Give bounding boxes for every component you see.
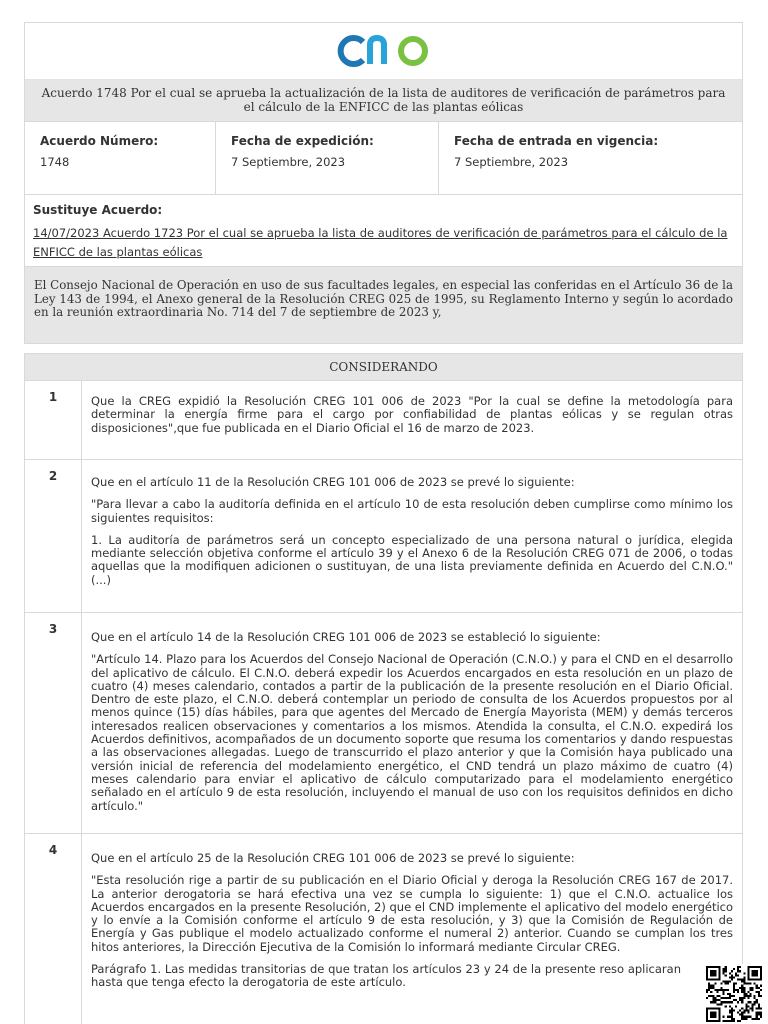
considerando-item-1 — [24, 381, 743, 460]
agreement-title: Acuerdo 1748 Por el cual se aprueba la actualización de la lista de auditores de verificación de parámetros para el cálculo de la ENFICC de las plantas eólicas — [25, 80, 742, 122]
item-paragraph: "Para llevar a cabo la auditoría definida en el artículo 10 de esta resolución deben cumplirse como mínimo los siguientes requisitos: — [91, 497, 733, 525]
qr-code-icon — [704, 964, 764, 1024]
logo-row — [25, 23, 742, 80]
considerando-item-4 — [24, 834, 743, 1024]
item-paragraph: Que en el artículo 14 de la Resolución CREG 101 006 de 2023 se estableció lo siguiente: — [91, 630, 601, 644]
considerando-item-3 — [24, 613, 743, 834]
logo-letter-o — [401, 39, 425, 63]
sustituye-link[interactable]: 14/07/2023 Acuerdo 1723 Por el cual se aprueba la lista de auditores de verificación de parámetros para el cálculo de la ENFICC de las plantas eólicas — [33, 226, 728, 259]
numero-label: Acuerdo Número: — [40, 134, 159, 148]
expedicion-label: Fecha de expedición: — [231, 134, 374, 148]
item-number: 2 — [25, 460, 82, 612]
agreement-header-card — [24, 22, 743, 344]
item-paragraph: "Esta resolución rige a partir de su publicación en el Diario Oficial y deroga la Resolución CREG 167 de 2017. La anterior derogatoria se hará efectiva una vez se cumpla lo siguiente: 1) que el C.N.O. actualice los Acuerdos encargados en la presente Resolución, 2) que el CND implemente el aplicativo del modelo energético y lo envíe a la Comisión conforme el artículo 9 de esta resolución, y 3) que la Comisión de Regulación de Energía y Gas publique el modelo actualizado conforme el numeral 2) anterior. Cuando se cumplan los tres hitos anteriores, la Dirección Ejecutiva de la Comisión lo informará mediante Circular CREG. — [91, 873, 734, 954]
numero-value: 1748 — [40, 155, 70, 169]
item-number: 1 — [25, 381, 82, 459]
cno-logo — [336, 34, 432, 68]
expedicion-value: 7 Septiembre, 2023 — [231, 155, 346, 169]
item-body — [82, 381, 742, 459]
document-page — [24, 22, 743, 1024]
item-body — [82, 834, 742, 1024]
meta-numero — [25, 122, 216, 194]
vigencia-label: Fecha de entrada en vigencia: — [454, 134, 659, 148]
item-number: 4 — [25, 834, 82, 1024]
item-paragraph: Parágrafo 1. Las medidas transitorias de que tratan los artículos 23 y 24 de la presente reso aplicaran hasta que tenga efecto la derogatoria de este artículo. — [91, 962, 681, 990]
item-paragraph: 1. La auditoría de parámetros será un concepto especializado de una persona natural o jurídica, elegida mediante selección objetiva conforme el artículo 39 y el Anexo 6 de la Resolución CREG 071 de 2006, o todas aquellas que la modifiquen adicionen o sustituyan, de una lista previamente definida en Acuerdo del C.N.O." (...) — [91, 532, 733, 587]
sustituye-section — [25, 195, 742, 267]
item-number: 3 — [25, 613, 82, 833]
logo-letter-n — [370, 38, 384, 64]
meta-vigencia — [439, 122, 742, 194]
intro-paragraph: El Consejo Nacional de Operación en uso de sus facultades legales, en especial las conferidas en el Artículo 36 de la Ley 143 de 1994, el Anexo general de la Resolución CREG 025 de 1995, su Reglamento Interno y según lo acordado en la reunión extraordinaria No. 714 del 7 de septiembre de 2023 y, — [25, 267, 742, 343]
sustituye-label: Sustituye Acuerdo: — [33, 203, 163, 217]
considerando-item-2 — [24, 460, 743, 613]
item-body — [82, 613, 742, 833]
meta-expedicion — [216, 122, 439, 194]
item-paragraph: Que en el artículo 25 de la Resolución CREG 101 006 de 2023 se prevé lo siguiente: — [91, 851, 575, 865]
item-paragraph: Que la CREG expidió la Resolución CREG 101 006 de 2023 "Por la cual se define la metodología para determinar la energía firme para el cargo por confiabilidad de plantas eólicas y se regulan otras disposiciones",que fue publicada en el Diario Oficial el 16 de marzo de 2023. — [91, 394, 733, 435]
item-paragraph: Que en el artículo 11 de la Resolución CREG 101 006 de 2023 se prevé lo siguiente: — [91, 475, 575, 489]
considerando-heading: CONSIDERANDO — [24, 353, 743, 381]
agreement-meta — [25, 122, 742, 195]
item-paragraph: "Artículo 14. Plazo para los Acuerdos del Consejo Nacional de Operación (C.N.O.) y para el CND en el desarrollo del aplicativo de cálculo. El C.N.O. deberá expedir los Acuerdos encargados en esta resolución en un plazo de cuatro (4) meses calendario, contados a partir de la publicación de la presente resolución en el Diario Oficial. Dentro de este plazo, el C.N.O. deberá contemplar un periodo de consulta de los Acuerdos propuestos por al menos quince (15) días hábiles, para que agentes del Mercado de Energía Mayorista (MEM) y demás terceros interesados realicen observaciones y comentarios a los mismos. Atendida la consulta, el C.N.O. expedirá los Acuerdos definitivos, acompañados de un documento soporte que resuma los comentarios y dando respuestas a las observaciones allegadas. Luego de transcurrido el plazo anterior y que la Comisión haya publicado una versión inicial de referencia del modelamiento energético, el CND tendrá un plazo máximo de cuatro (4) meses calendario para enviar el aplicativo de cálculo computarizado para el modelamiento energético señalado en el artículo 9 de esta resolución, incluyendo el manual de uso con los requisitos definidos en dicho artículo." — [91, 652, 733, 813]
logo-letter-c — [340, 38, 362, 64]
vigencia-value: 7 Septiembre, 2023 — [454, 155, 569, 169]
item-body — [82, 460, 742, 612]
